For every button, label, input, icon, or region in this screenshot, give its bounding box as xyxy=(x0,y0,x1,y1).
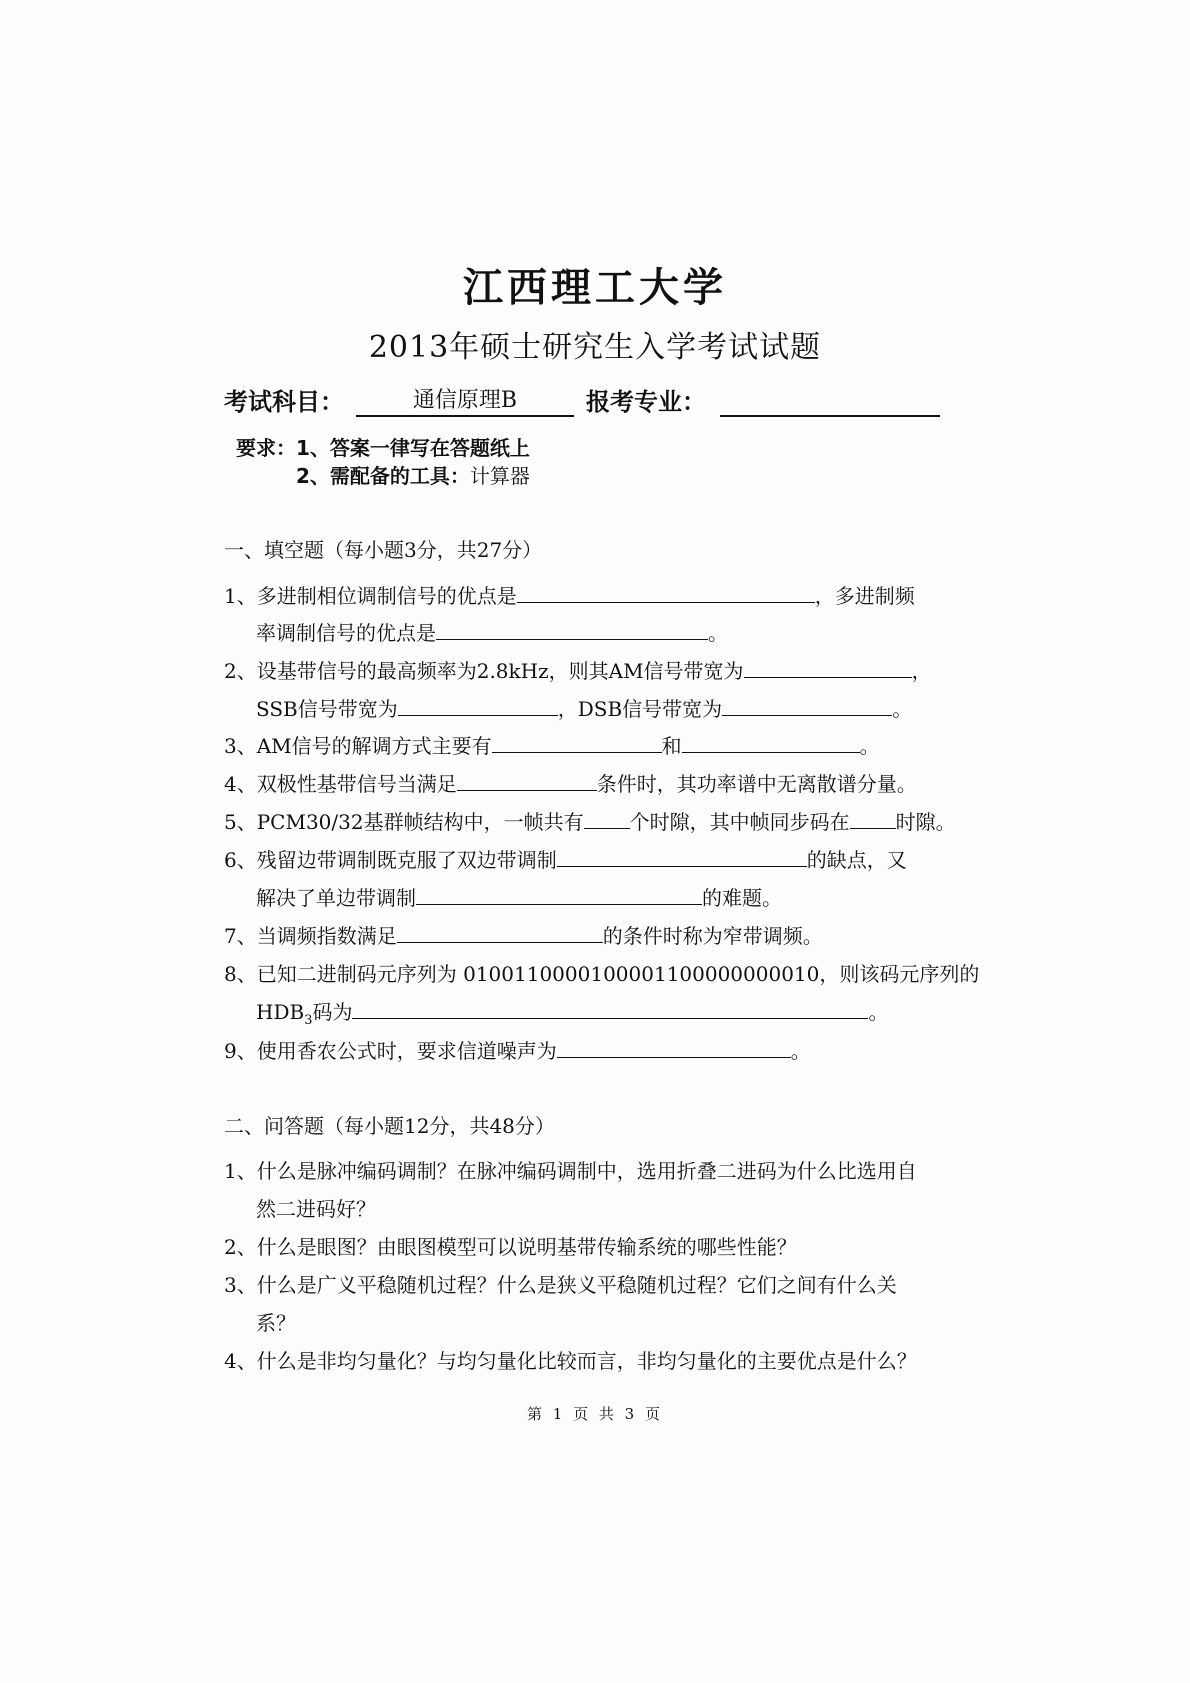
fill-question-5: 5、PCM30/32基群帧结构中，一帧共有 个时隙，其中帧同步码在 时隙。 xyxy=(224,810,956,834)
answer-blank xyxy=(682,734,860,753)
answer-blank xyxy=(517,584,815,603)
answer-blank xyxy=(436,621,708,640)
subject-field: 通信原理B xyxy=(356,387,574,417)
essay-question-3-cont: 系？ xyxy=(256,1311,296,1335)
essay-question-2: 2、什么是眼图？由眼图模型可以说明基带传输系统的哪些性能？ xyxy=(224,1235,797,1259)
answer-blank xyxy=(352,1000,868,1019)
fill-question-8-cont: $HDB_3$码为 。 xyxy=(256,1000,889,1028)
answer-blank xyxy=(397,924,603,943)
fill-question-3: 3、AM信号的解调方式主要有 和 。 xyxy=(224,734,880,758)
essay-question-1-cont: 然二进码好？ xyxy=(256,1197,376,1221)
fill-question-7: 7、当调频指数满足 的条件时称为窄带调频。 xyxy=(224,924,823,948)
university-name: 江西理工大学 xyxy=(463,264,727,311)
requirement-1: 要求：1、答案一律写在答题纸上 xyxy=(236,436,530,460)
requirement-2: 2、需配备的工具：计算器 xyxy=(296,464,530,488)
answer-blank xyxy=(584,810,630,829)
answer-blank xyxy=(557,848,807,867)
answer-blank xyxy=(722,697,892,716)
answer-blank xyxy=(457,772,597,791)
answer-blank xyxy=(492,734,662,753)
section2-heading: 二、问答题（每小题12分，共48分） xyxy=(224,1114,555,1138)
major-label: 报考专业： xyxy=(586,388,706,416)
answer-blank xyxy=(398,697,558,716)
fill-question-6-cont: 解决了单边带调制 的难题。 xyxy=(256,886,782,910)
exam-meta xyxy=(224,382,940,417)
essay-question-3: 3、什么是广义平稳随机过程？什么是狭义平稳随机过程？它们之间有什么关 xyxy=(224,1273,897,1297)
page-number: 第 1 页 共 3 页 xyxy=(527,1405,663,1423)
fill-question-6: 6、残留边带调制既克服了双边带调制 的缺点，又 xyxy=(224,848,907,872)
essay-question-4: 4、什么是非均匀量化？与均匀量化比较而言，非均匀量化的主要优点是什么？ xyxy=(224,1349,917,1373)
essay-question-1: 1、什么是脉冲编码调制？在脉冲编码调制中，选用折叠二进码为什么比选用自 xyxy=(224,1159,917,1183)
fill-question-9: 9、使用香农公式时，要求信道噪声为 。 xyxy=(224,1039,811,1063)
section1-heading: 一、填空题（每小题3分，共27分） xyxy=(224,538,543,562)
binary-sequence: 0100110000100001100000000010 xyxy=(463,962,820,986)
major-field xyxy=(720,387,940,417)
fill-question-2: 2、设基带信号的最高频率为2.8kHz，则其AM信号带宽为 ， xyxy=(224,659,932,683)
answer-blank xyxy=(744,659,912,678)
fill-question-8: 8、已知二进制码元序列为 0100110000100001100000000010，则该码元序列的 xyxy=(224,962,980,986)
answer-blank xyxy=(850,810,896,829)
answer-blank xyxy=(557,1039,791,1058)
fill-question-1-cont: 率调制信号的优点是 。 xyxy=(256,621,728,645)
requirements-label: 要求： xyxy=(236,436,296,460)
fill-question-1: 1、多进制相位调制信号的优点是 ，多进制频 xyxy=(224,584,915,608)
answer-blank xyxy=(416,886,702,905)
fill-question-2-cont: SSB信号带宽为 ，DSB信号带宽为 。 xyxy=(256,697,913,721)
exam-title: 2013年硕士研究生入学考试试题 xyxy=(368,330,822,365)
fill-question-4: 4、双极性基带信号当满足 条件时，其功率谱中无离散谱分量。 xyxy=(224,772,917,796)
subject-label: 考试科目： xyxy=(224,388,344,416)
